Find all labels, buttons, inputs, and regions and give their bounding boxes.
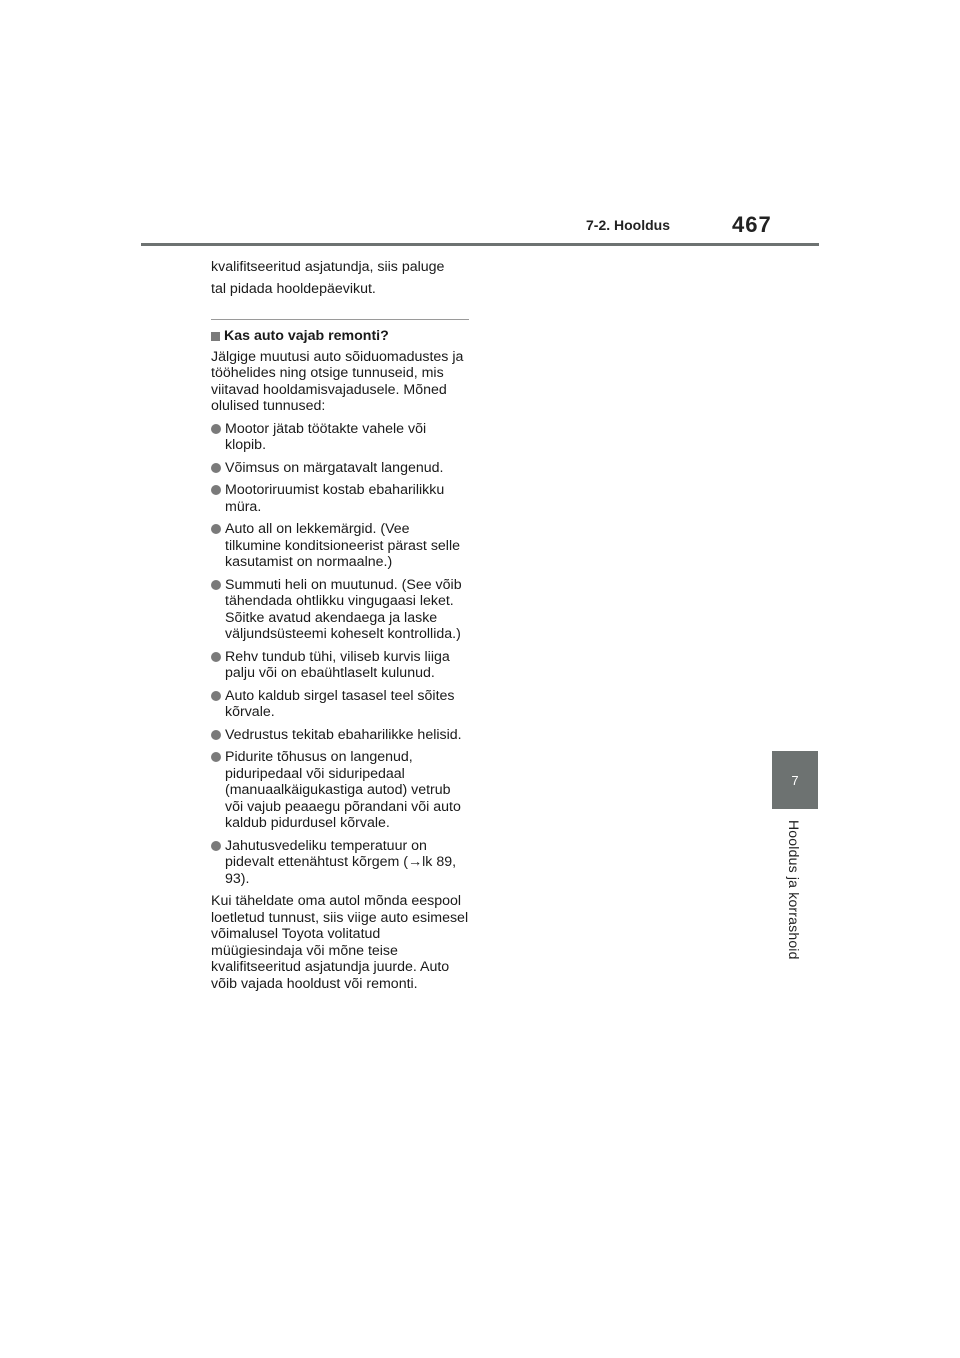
symptom-list xyxy=(211,421,469,888)
list-item: Pidurite tõhusus on langenud, piduripedaal või siduripedaal (manuaalkäigukastiga autod) vetrub või vajub peaaegu põrandani või auto kaldub pidurdusel kõrvale. xyxy=(211,749,469,832)
intro-line: tal pidada hooldepäevikut. xyxy=(211,281,376,297)
list-item: Rehv tundub tühi, viliseb kurvis liiga palju või on ebaühtlaselt kulunud. xyxy=(211,649,469,682)
circle-bullet-icon xyxy=(211,691,221,701)
section-heading xyxy=(211,328,469,345)
section-header: 7-2. Hooldus xyxy=(586,217,671,233)
closing-paragraph: Kui täheldate oma autol mõnda eespool loetletud tunnust, siis viige auto esimesel võimalusel Toyota volitatud müügiesindaja või mõne teise kvalifitseeritud asjatundja juurde. Auto võib vajada hooldust või remonti. xyxy=(211,893,469,992)
list-item: Jahutusvedeliku temperatuur on pidevalt ettenähtust kõrgem (→lk 89, 93). xyxy=(211,838,469,888)
circle-bullet-icon xyxy=(211,652,221,662)
circle-bullet-icon xyxy=(211,580,221,590)
lead-paragraph: Jälgige muutusi auto sõiduomadustes ja tööhelides ning otsige tunnuseid, mis viitavad hooldamisvajadusele. Mõned olulised tunnused: xyxy=(211,348,464,414)
intro-line: kvalifitseeritud asjatundja, siis paluge xyxy=(211,259,445,275)
list-item: Vedrustus tekitab ebaharilikke helisid. xyxy=(211,727,469,744)
list-item: Mootoriruumist kostab ebaharilikku müra. xyxy=(211,482,469,515)
circle-bullet-icon xyxy=(211,752,221,762)
chapter-tab: 7 xyxy=(772,751,818,809)
list-item: Auto kaldub sirgel tasasel teel sõites kõrvale. xyxy=(211,688,469,721)
list-item: Auto all on lekkemärgid. (Vee tilkumine konditsioneerist pärast selle kasutamist on normaalne.) xyxy=(211,521,469,571)
list-item: Võimsus on märgatavalt langenud. xyxy=(211,460,469,477)
circle-bullet-icon xyxy=(211,463,221,473)
list-item: Mootor jätab töötakte vahele või klopib. xyxy=(211,421,469,454)
circle-bullet-icon xyxy=(211,485,221,495)
chapter-title: Hooldus ja korrashoid xyxy=(786,820,802,960)
header-divider xyxy=(141,243,819,246)
circle-bullet-icon xyxy=(211,424,221,434)
square-bullet-icon xyxy=(211,332,220,341)
section-divider xyxy=(211,319,469,320)
circle-bullet-icon xyxy=(211,841,221,851)
page-number: 467 xyxy=(732,212,772,237)
section-title: Kas auto vajab remonti? xyxy=(224,328,389,344)
main-content xyxy=(211,256,469,992)
circle-bullet-icon xyxy=(211,730,221,740)
circle-bullet-icon xyxy=(211,524,221,534)
intro-text xyxy=(211,256,469,300)
list-item: Summuti heli on muutunud. (See võib tähendada ohtlikku vingugaasi leket. Sõitke avatud akendaega ja laske väljundsüsteemi koheselt kontrollida.) xyxy=(211,577,469,643)
